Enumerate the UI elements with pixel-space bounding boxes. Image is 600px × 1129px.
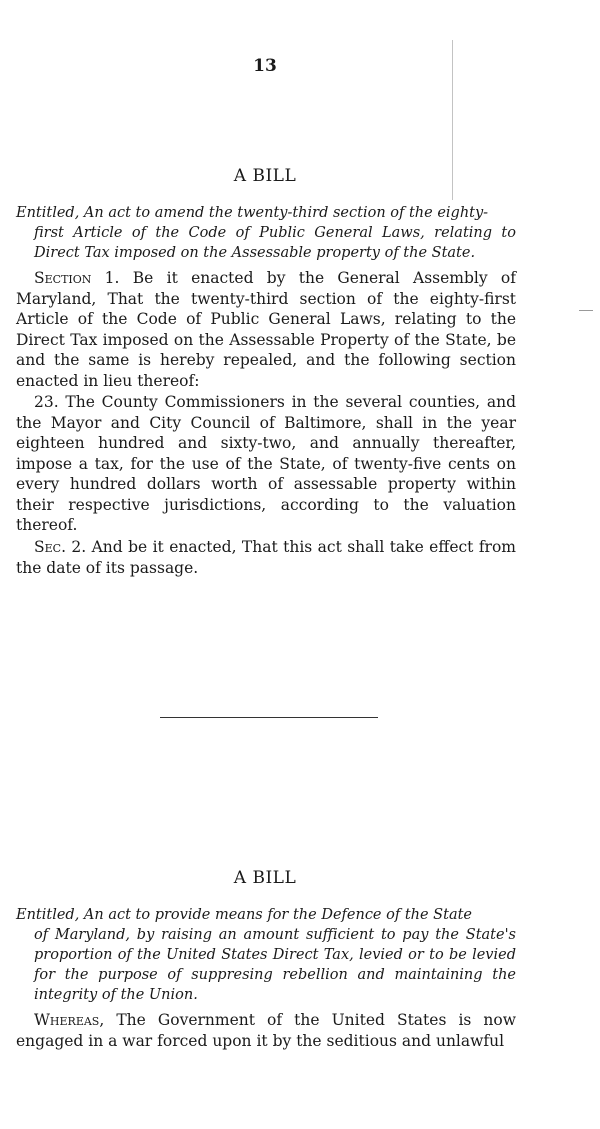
section-text: 2. And be it enacted, That this act shall take effect from the date of its passage. [16,538,516,577]
whereas-label: Whereas, [34,1011,105,1029]
bill-heading: A BILL [233,868,297,888]
bill-title-line: Entitled, An act to provide means for the Defence of the State [16,907,472,923]
bill-title-continuation: first Article of the Code of Public General Laws, relating to Direct Tax imposed on the Assessable property of the State. [34,225,516,261]
bill-title-line: Entitled, An act to amend the twenty-third section of the eighty- [16,205,489,221]
scan-artifact-dash [579,310,593,311]
section-label: Sec. [34,538,66,556]
whereas-paragraph [16,1010,516,1051]
divider-rule [160,717,378,718]
section-2-paragraph [16,537,516,578]
section-text: 1. Be it enacted by the General Assembly of Maryland, That the twenty-third section of the eighty-first Article of the Code of Public General Laws, relating to the Direct Tax imposed on the Assessable Property of the State, be and the same is hereby repealed, and the following section enacted in lieu thereof: [16,269,516,390]
bill-title [16,905,516,1005]
bill-title [16,203,516,263]
section-1-paragraph [16,268,516,391]
section-text: 23. The County Commissioners in the several counties, and the Mayor and City Council of Baltimore, shall in the year eighteen hundred and sixty-two, and annually thereafter, impose a tax, for the use of the State, of twenty-five cents on every hundred dollars worth of assessable property within their respective jurisdictions, according to the valuation thereof. [16,393,516,534]
whereas-text: The Government of the United States is now engaged in a war forced upon it by the seditious and unlawful [16,1011,516,1050]
bill-title-continuation: of Maryland, by raising an amount sufficient to pay the State's proportion of the United States Direct Tax, levied or to be levied for the purpose of suppresing rebellion and maintaining the integrity of the Union. [34,927,516,1003]
section-23-paragraph [16,392,516,536]
bill-heading: A BILL [233,166,297,186]
scan-artifact-line [452,40,453,200]
section-label: Section [34,269,92,287]
page-number: 13 [253,56,277,76]
